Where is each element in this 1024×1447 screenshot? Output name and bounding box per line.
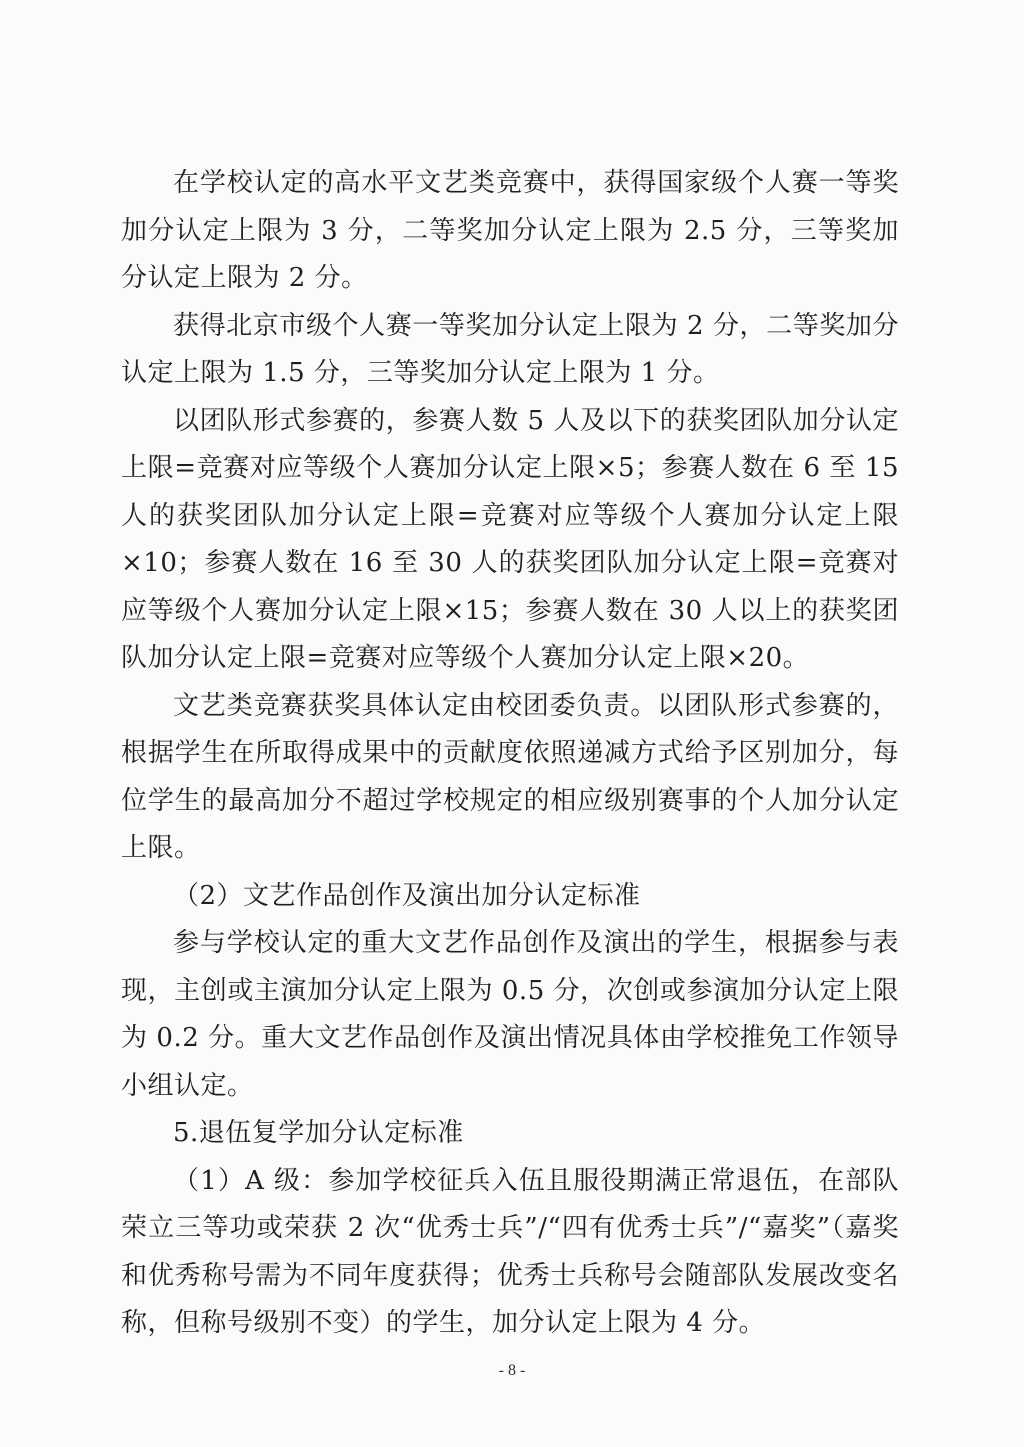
document-body [121,160,899,1348]
section-heading-veterans: 5.退伍复学加分认定标准 [173,1118,464,1148]
paragraph-competition-recognition: 文艺类竞赛获奖具体认定由校团委负责。以团队形式参赛的，根据学生在所取得成果中的贡献度依照递减方式给予区别加分，每位学生的最高加分不超过学校规定的相应级别赛事的个人加分认定上限。 [121,690,899,863]
paragraph-art-competition-beijing: 获得北京市级个人赛一等奖加分认定上限为 2 分，二等奖加分认定上限为 1.5 分，三等奖加分认定上限为 1 分。 [121,310,899,388]
page-number: - 8 - [498,1362,526,1379]
paragraph-team-competition: 以团队形式参赛的，参赛人数 5 人及以下的获奖团队加分认定上限=竞赛对应等级个人赛加分认定上限×5；参赛人数在 6 至 15 人的获奖团队加分认定上限=竞赛对应等级个人赛加分认定上限×10；参赛人数在 16 至 30 人的获奖团队加分认定上限=竞赛对应等级个人赛加分认定上限×15；参赛人数在 30 人以上的获奖团队加分认定上限=竞赛对应等级个人赛加分认定上限×20。 [121,405,899,673]
paragraph-art-works-standard: 参与学校认定的重大文艺作品创作及演出的学生，根据参与表现，主创或主演加分认定上限为 0.5 分，次创或参演加分认定上限为 0.2 分。重大文艺作品创作及演出情况具体由学校推免工作领导小组认定。 [121,928,899,1101]
section-heading-art-works: （2）文艺作品创作及演出加分认定标准 [173,880,641,911]
paragraph-art-competition-national: 在学校认定的高水平文艺类竞赛中，获得国家级个人赛一等奖加分认定上限为 3 分，二等奖加分认定上限为 2.5 分，三等奖加分认定上限为 2 分。 [121,168,899,293]
paragraph-veterans-level-a: （1）A 级：参加学校征兵入伍且服役期满正常退伍，在部队荣立三等功或荣获 2 次“优秀士兵”/“四有优秀士兵”/“嘉奖”（嘉奖和优秀称号需为不同年度获得；优秀士兵称号会随部队发展改变名称，但称号级别不变）的学生，加分认定上限为 4 分。 [121,1165,899,1338]
